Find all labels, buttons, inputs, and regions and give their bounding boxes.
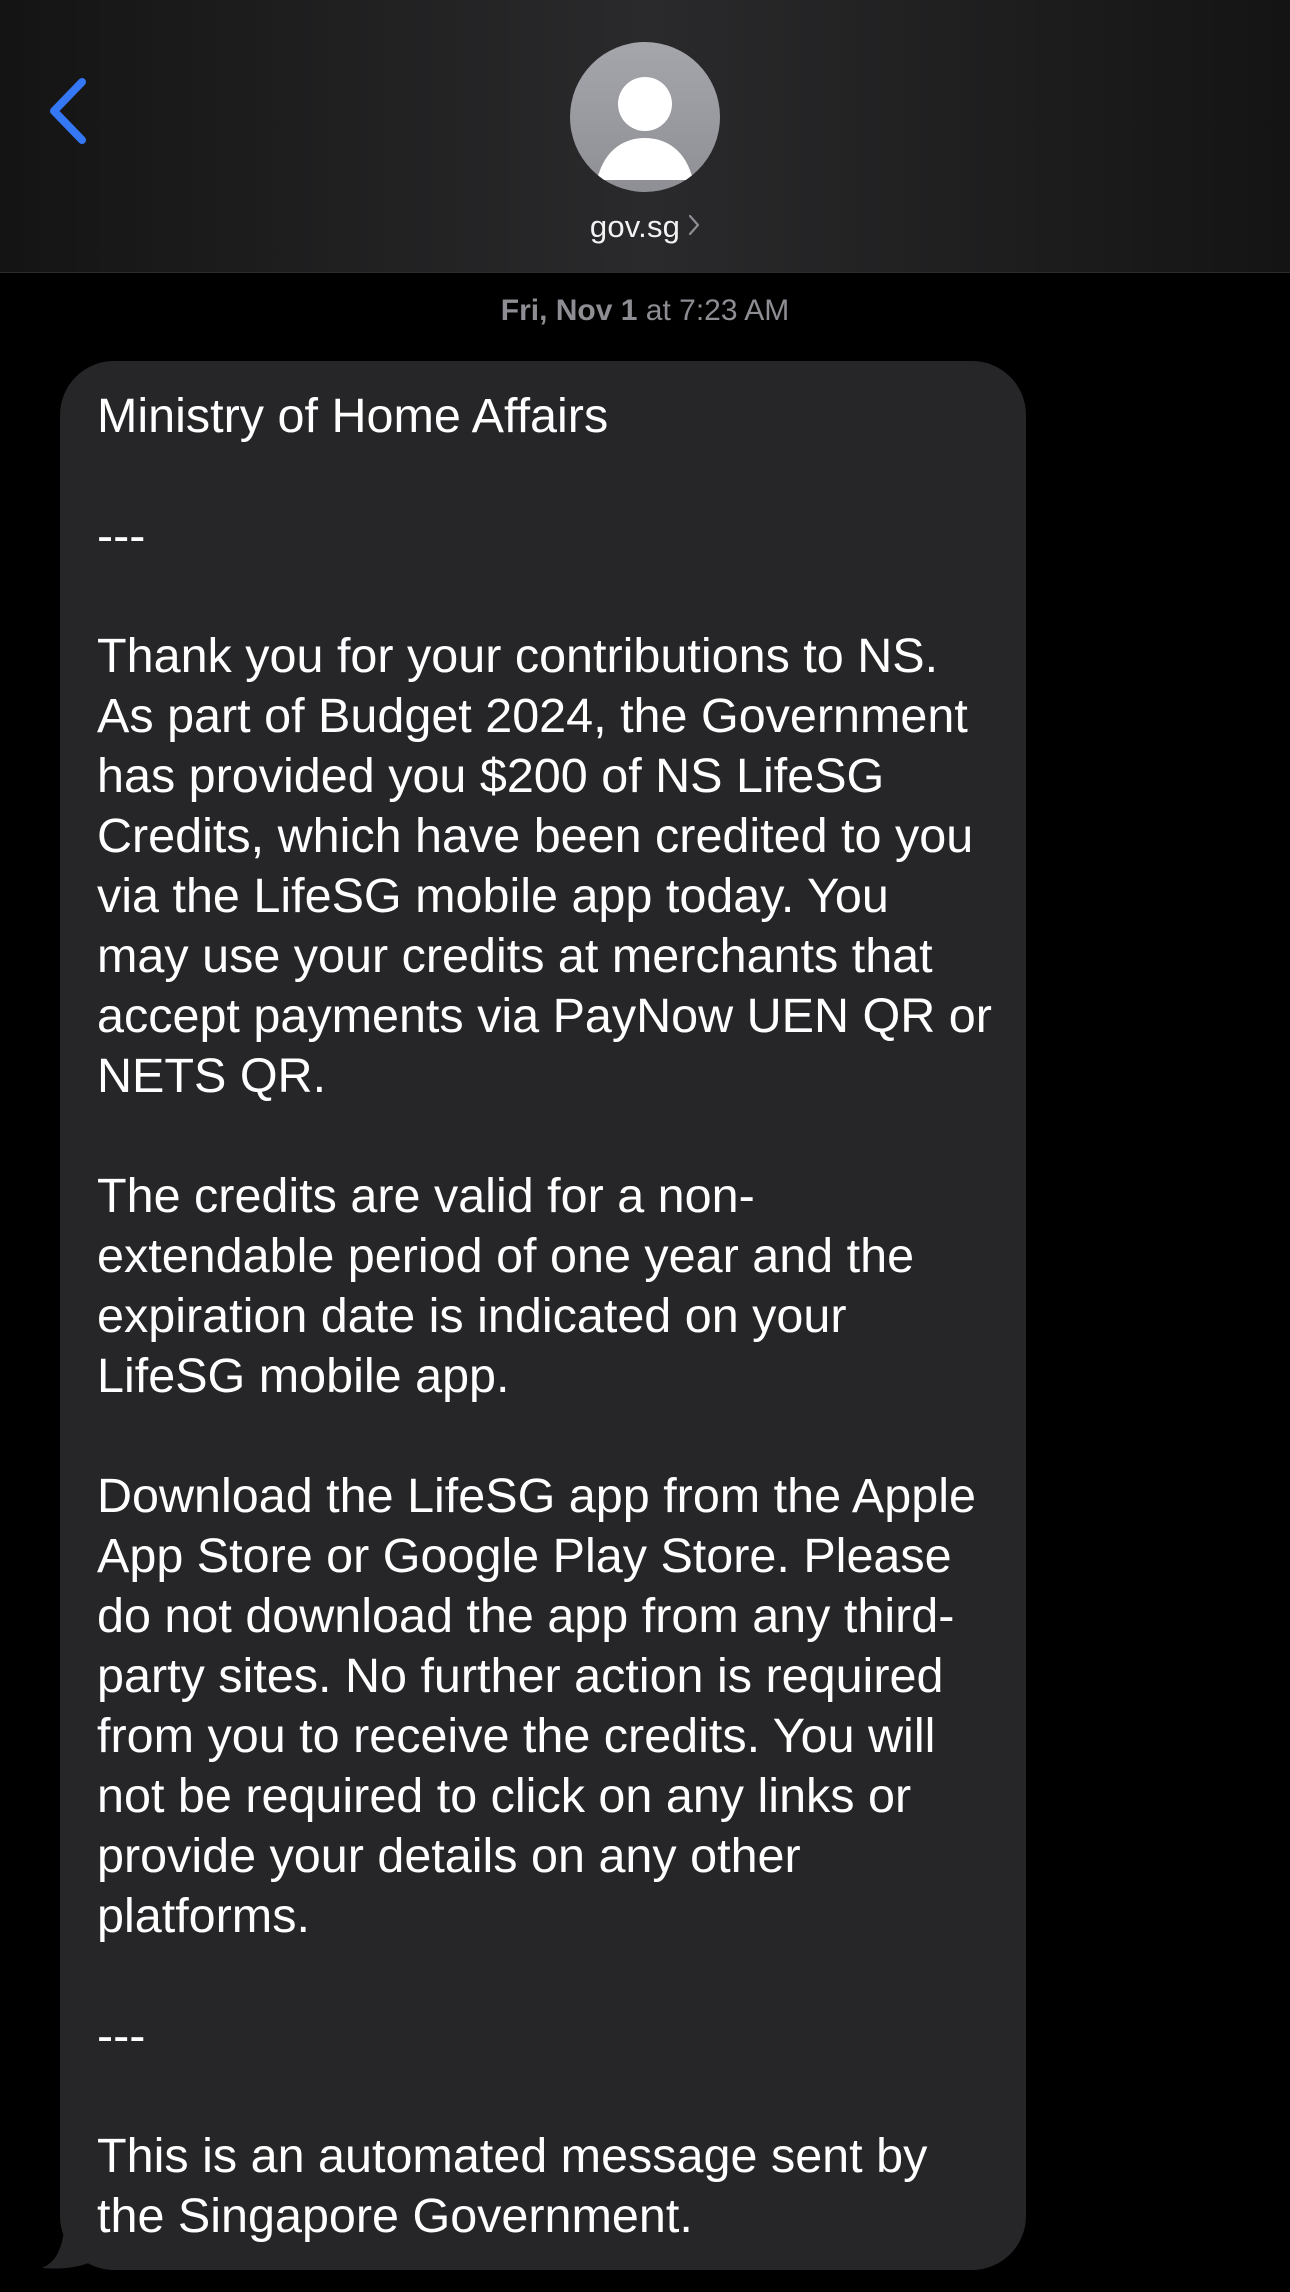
back-button[interactable] [38, 68, 98, 158]
contact-name: gov.sg [589, 209, 681, 244]
person-silhouette-icon [570, 179, 720, 192]
message-bubble[interactable] [60, 361, 1026, 2270]
chevron-left-icon [46, 76, 90, 151]
message-footer: This is an automated message sent by the Singapore Government. [97, 2129, 928, 2243]
message-paragraph: The credits are valid for a non-extendable period of one year and the expiration date is indicated on your LifeSG mobile app. [97, 1169, 915, 1403]
message-timestamp [0, 294, 1290, 328]
message-divider: --- [97, 2009, 146, 2063]
conversation-header [0, 0, 1290, 273]
message-paragraph: Thank you for your contributions to NS. As part of Budget 2024, the Government has provided you $200 of NS LifeSG Credits, which have been credited to you via the LifeSG mobile app today. You may use your credits at merchants that accept payments via PayNow UEN QR or NETS QR. [97, 629, 992, 1103]
message-divider: --- [97, 509, 146, 563]
contact-avatar[interactable] [570, 42, 720, 192]
timestamp-day: Fri, Nov 1 [500, 294, 638, 327]
contact-details-button[interactable] [0, 206, 1290, 248]
timestamp-time: at 7:23 AM [637, 294, 790, 327]
message-text [97, 386, 992, 2246]
chevron-right-icon [688, 214, 700, 241]
message-sender-line: Ministry of Home Affairs [97, 389, 609, 443]
message-paragraph: Download the LifeSG app from the Apple App Store or Google Play Store. Please do not download the app from any third-party sites. No further action is required from you to receive the credits. You will not be required to click on any links or provide your details on any other platforms. [97, 1469, 976, 1943]
